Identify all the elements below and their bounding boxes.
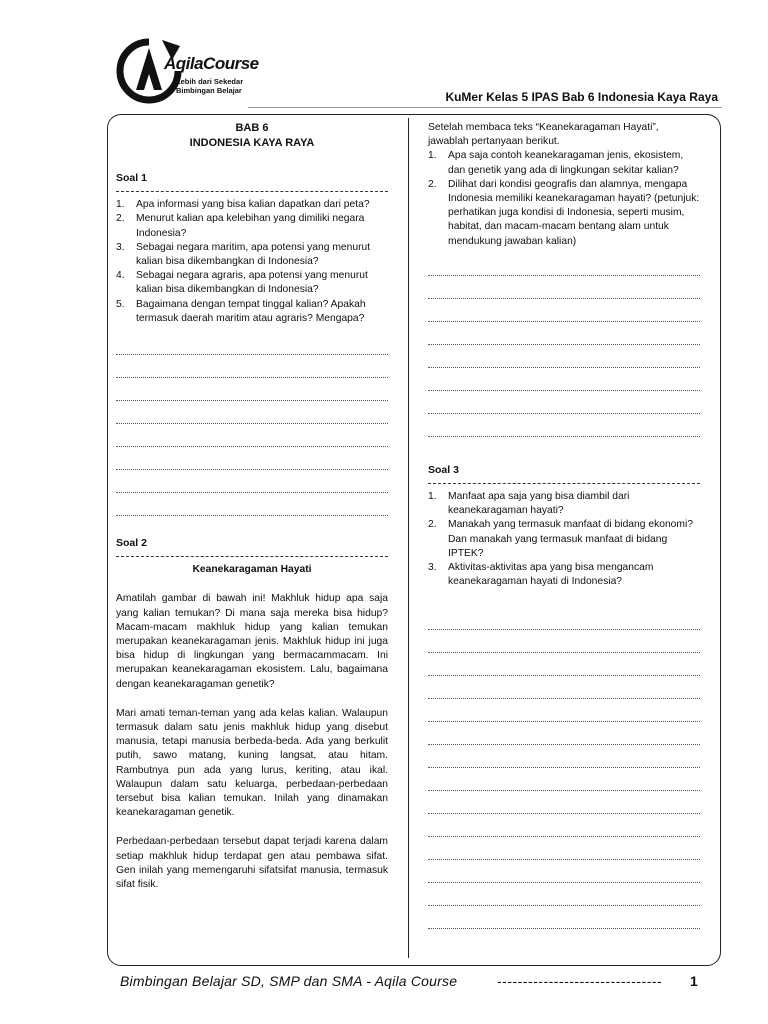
question-item	[428, 178, 700, 249]
answer-line[interactable]	[116, 378, 388, 401]
question-item	[428, 490, 700, 518]
question-item	[116, 241, 388, 269]
answer-line[interactable]	[428, 791, 700, 814]
answer-line[interactable]	[428, 814, 700, 837]
header-rule	[248, 107, 722, 108]
soal-1-questions	[116, 198, 388, 326]
answer-line[interactable]	[428, 414, 700, 437]
question-text: Dilihat dari kondisi geografis dan alamnya, mengapa Indonesia memiliki keanekaragaman hayati? (petunjuk: perhatikan juga kondisi di Indonesia, seperti musim, habitat, dan macam-macam bentang alam untuk mendukung jawaban kalian)	[448, 178, 700, 247]
answer-line[interactable]	[428, 883, 700, 906]
answer-line[interactable]	[428, 906, 700, 929]
left-column	[116, 121, 388, 892]
instruction-text: Setelah membaca teks “Keanekaragaman Hayati”, jawablah pertanyaan berikut.	[428, 122, 659, 148]
dashed-separator	[116, 556, 388, 557]
chapter-title: INDONESIA KAYA RAYA	[189, 137, 315, 149]
logo-name: AqilaCourse	[164, 54, 259, 73]
paragraph: Perbedaan-perbedaan tersebut dapat terjadi karena dalam setiap makhluk hidup terdapat gen atau pembawa sifat. Gen inilah yang memengaruhi sifatsifat manusia, termasuk sifat fisik.	[116, 836, 388, 891]
answer-line[interactable]	[428, 722, 700, 745]
question-number: 5.	[116, 298, 125, 310]
aqilacourse-logo	[116, 38, 259, 104]
question-number: 2.	[428, 519, 437, 531]
answer-line[interactable]	[428, 699, 700, 722]
question-text: Sebagai negara agraris, apa potensi yang menurut kalian bisa dikembangkan di Indonesia?	[136, 270, 368, 296]
answer-line[interactable]	[428, 860, 700, 883]
paragraph: Mari amati teman-teman yang ada kelas kalian. Walaupun termasuk dalam satu jenis makhluk hidup yang disebut manusia, tetapi manusia berbeda-beda. Ada yang berkulit putih, sawo matang, kuning langsat, atau hitam. Rambutnya pun ada yang lurus, keriting, atau ikal. Walaupun dalam satu keluarga, perbedaan-perbedaan tersebut bisa kalian temukan. Inilah yang dinamakan keanekaragaman genetik.	[116, 707, 388, 819]
logo-tagline-1: Lebih dari Sekedar	[176, 77, 244, 86]
soal-3-heading: Soal 3	[428, 463, 459, 476]
question-text: Manakah yang termasuk manfaat di bidang ekonomi? Dan manakah yang termasuk manfaat di bidang IPTEK?	[448, 519, 693, 559]
answer-line[interactable]	[428, 745, 700, 768]
answer-line[interactable]	[116, 401, 388, 424]
question-item	[116, 269, 388, 297]
answer-line[interactable]	[428, 630, 700, 653]
question-item	[116, 198, 388, 212]
answer-line[interactable]	[428, 253, 700, 276]
answer-line[interactable]	[116, 470, 388, 493]
answer-line[interactable]	[116, 355, 388, 378]
answer-line[interactable]	[428, 299, 700, 322]
soal-3-questions	[428, 490, 700, 589]
soal-2-questions	[428, 149, 700, 248]
answer-line[interactable]	[428, 837, 700, 860]
answer-line[interactable]	[428, 276, 700, 299]
chapter-number: BAB 6	[235, 122, 269, 134]
question-number: 2.	[428, 178, 437, 190]
question-item	[428, 561, 700, 589]
logo-tagline-2: Bimbingan Belajar	[176, 86, 242, 95]
question-item	[428, 149, 700, 177]
question-number: 1.	[116, 199, 125, 211]
footer-text: Bimbingan Belajar SD, SMP dan SMA - Aqila Course	[120, 973, 458, 989]
answer-line[interactable]	[428, 391, 700, 414]
question-text: Manfaat apa saja yang bisa diambil dari keanekaragaman hayati?	[448, 491, 630, 517]
question-text: Sebagai negara maritim, apa potensi yang menurut kalian bisa dikembangkan di Indonesia?	[136, 241, 371, 268]
answer-line[interactable]	[116, 447, 388, 470]
question-item	[116, 298, 388, 326]
paragraph: Amatilah gambar di bawah ini! Makhluk hidup apa saja yang kalian temukan? Di mana saja mereka bisa hidup? Macam-macam makhluk hidup yang kalian temukan merupakan keanekaragaman jenis. Makhluk hidup ini juga bisa hidup di lingkungan yang bermacammacam. Ini merupakan keanekaragaman ekosistem. Lalu, bagaimana dengan keanekaragaman genetik?	[116, 593, 388, 690]
column-divider	[408, 118, 409, 958]
question-text: Apa informasi yang bisa kalian dapatkan dari peta?	[136, 199, 370, 211]
question-text: Apa saja contoh keanekaragaman jenis, ekosistem, dan genetik yang ada di lingkungan sekitar kalian?	[448, 150, 684, 176]
soal-1-heading: Soal 1	[116, 172, 147, 184]
question-number: 4.	[116, 270, 125, 282]
answer-line[interactable]	[428, 676, 700, 699]
question-number: 1.	[428, 150, 437, 162]
question-number: 3.	[116, 241, 125, 253]
answer-line[interactable]	[116, 493, 388, 516]
question-number: 2.	[116, 213, 125, 225]
question-item	[116, 212, 388, 240]
footer-dashes: --------------------------------	[497, 973, 663, 989]
answer-line[interactable]	[428, 368, 700, 391]
page-number: 1	[690, 973, 698, 989]
question-item	[428, 518, 700, 561]
answer-line[interactable]	[428, 345, 700, 368]
question-text: Aktivitas-aktivitas apa yang bisa mengancam keanekaragaman hayati di Indonesia?	[448, 562, 654, 588]
answer-line[interactable]	[428, 653, 700, 676]
soal-2-heading: Soal 2	[116, 537, 147, 550]
soal-2-subtitle: Keanekaragaman Hayati	[192, 564, 312, 576]
answer-line[interactable]	[116, 424, 388, 447]
dashed-separator	[428, 483, 700, 484]
answer-line[interactable]	[428, 607, 700, 630]
answer-line[interactable]	[116, 332, 388, 355]
question-text: Bagaimana dengan tempat tinggal kalian? Apakah termasuk daerah maritim atau agraris? Mengapa?	[136, 298, 366, 324]
dashed-separator	[116, 191, 388, 192]
header-title: KuMer Kelas 5 IPAS Bab 6 Indonesia Kaya Raya	[445, 90, 718, 104]
question-number: 3.	[428, 562, 437, 574]
right-column	[428, 121, 700, 929]
question-text: Menurut kalian apa kelebihan yang dimiliki negara Indonesia?	[136, 213, 365, 239]
answer-line[interactable]	[428, 768, 700, 791]
answer-line[interactable]	[428, 322, 700, 345]
question-number: 1.	[428, 491, 437, 503]
